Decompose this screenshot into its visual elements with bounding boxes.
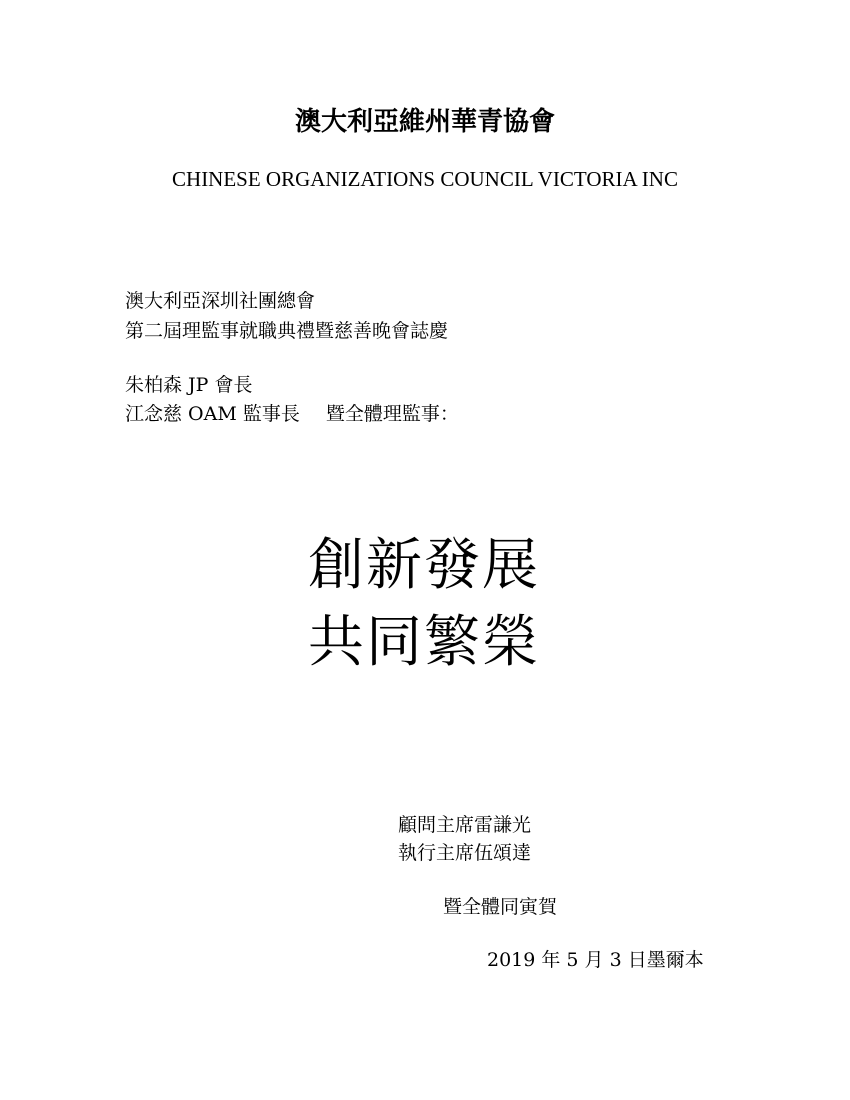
recipient-event: 第二屆理監事就職典禮暨慈善晚會誌慶 — [125, 320, 449, 342]
recipient-supervisor-chief: 江念慈 OAM 監事長 — [125, 403, 300, 425]
signer-advisory-chair: 顧問主席雷謙光 — [398, 814, 532, 836]
signer-executive-chair: 執行主席伍頌達 — [398, 842, 532, 864]
recipient-supervisors — [125, 401, 459, 427]
motto-line-2: 共同繁榮 — [308, 610, 540, 675]
recipient-all-members: 暨全體理監事： — [325, 403, 459, 425]
date-and-place: 2019 年 5 月 3 日墨爾本 — [487, 949, 704, 971]
organization-name-chinese: 澳大利亞維州華青協會 — [294, 107, 555, 137]
recipient-organization: 澳大利亞深圳社團總會 — [125, 290, 316, 312]
signer-all-colleagues: 暨全體同寅賀 — [443, 896, 558, 918]
organization-name-english: CHINESE ORGANIZATIONS COUNCIL VICTORIA INC — [172, 167, 678, 191]
motto-line-1: 創新發展 — [308, 533, 540, 598]
recipient-president: 朱柏森 JP 會長 — [125, 374, 253, 396]
